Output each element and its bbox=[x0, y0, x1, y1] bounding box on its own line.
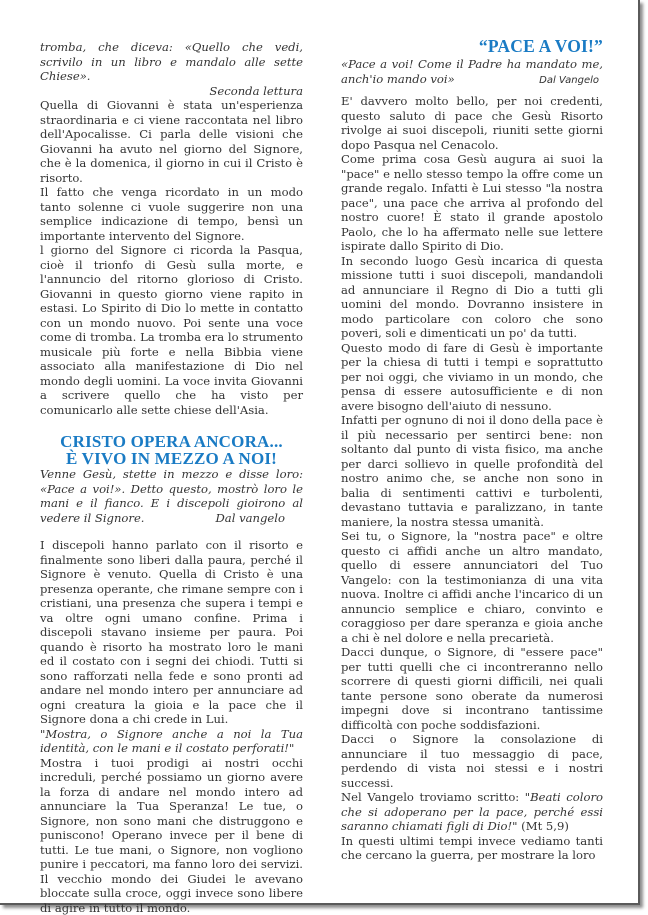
beatitude-prefix: Nel Vangelo troviamo scritto: bbox=[341, 790, 525, 804]
paragraph: Sei tu, o Signore, la "nostra pace" e oltre questo ci affidi anche un altro mandato, quello di essere annunciatori del Tuo Vangelo: con la testimonianza di una vita nuova. Inoltre ci affidi anche l'incarico di un annuncio semplice e chiaro, convinto e coraggioso per dare speranza e gioia anche a chi è nel dolore e nella precarietà. bbox=[341, 529, 603, 645]
prayer-quote: "Mostra, o Signore anche a noi la Tua identità, con le mani e il costato perforati!" bbox=[40, 727, 303, 756]
section-heading-cristo-opera bbox=[40, 433, 303, 467]
gospel-quote: Venne Gesù, stette in mezzo e disse loro: «Pace a voi!». Detto questo, mostrò loro le mani e il fianco. E i discepoli gioirono al vedere il Signore. bbox=[40, 467, 303, 525]
intro-source: Seconda lettura bbox=[40, 84, 303, 99]
gospel-quote: «Pace a voi! Come il Padre ha mandato me, anch'io mando voi» bbox=[341, 57, 603, 86]
paragraph: E' davvero molto bello, per noi credenti, questo saluto di pace che Gesù Risorto rivolge ai suoi discepoli, riuniti sette giorni dopo Pasqua nel Cenacolo. bbox=[341, 94, 603, 152]
beatitude-quote: "Beati coloro che si adoperano per la pace, perché essi saranno chiamati figli di Dio!" bbox=[341, 790, 603, 833]
paragraph: Quella di Giovanni è stata un'esperienza straordinaria e ci viene raccontata nel libro dell'Apocalisse. Ci parla delle visioni che Giovanni ha avuto nel giorno del Signore, che è la domenica, il giorno in cui il Cristo è risorto. bbox=[40, 98, 303, 185]
section-heading-pace-a-voi: “PACE A VOI!” bbox=[341, 38, 603, 55]
heading-line-2: È VIVO IN MEZZO A NOI! bbox=[40, 450, 303, 467]
beatitude-paragraph bbox=[341, 790, 603, 834]
paragraph: In secondo luogo Gesù incarica di questa missione tutti i suoi discepoli, mandandoli ad annunciare il Regno di Dio a tutti gli uomini del mondo. Dovranno insistere in modo particolare con coloro che sono poveri, soli e dimenticati un po' da tutti. bbox=[341, 254, 603, 341]
beatitude-ref: (Mt 5,9) bbox=[518, 819, 569, 833]
paragraph: Mostra i tuoi prodigi ai nostri occhi increduli, perché possiamo un giorno avere la forza di andare nel mondo intero ad annunciare la Tua Speranza! Le tue, o Signore, non sono mani che distruggono e puniscono! Operano invece per il bene di tutti. Le tue mani, o Signore, non vogliono punire i peccatori, ma fanno loro dei servizi. Il vecchio mondo dei Giudei le avevano bloccate sulla croce, oggi invece sono libere di agire in tutto il mondo. bbox=[40, 756, 303, 915]
paragraph: Dacci o Signore la consolazione di annunciare il tuo messaggio di pace, perdendo di vista noi stessi e i nostri successi. bbox=[341, 732, 603, 790]
paragraph: Il fatto che venga ricordato in un modo tanto solenne ci vuole suggerire non una semplice indicazione di tempo, bensì un importante intervento del Signore. bbox=[40, 185, 303, 243]
source-label: Dal Vangelo bbox=[539, 75, 599, 86]
left-column bbox=[40, 40, 303, 915]
paragraph: Dacci dunque, o Signore, di "essere pace" per tutti quelli che ci incontreranno nello scorrere di questi giorni difficili, nei quali tante persone sono oberate da numerosi impegni dove si incontrano tantissime difficoltà con poche soddisfazioni. bbox=[341, 645, 603, 732]
paragraph: Questo modo di fare di Gesù è importante per la chiesa di tutti i tempi e soprattutto per noi oggi, che viviamo in un mondo, che pensa di essere autosufficiente e di non avere bisogno dell'aiuto di nessuno. bbox=[341, 341, 603, 414]
paragraph: I discepoli hanno parlato con il risorto e finalmente sono liberi dalla paura, perché il Signore è venuto. Quella di Cristo è una presenza operante, che rimane sempre con i cristiani, una presenza che supera i tempi e va oltre ogni umano confine. Prima i discepoli stavano insieme per paura. Poi quando è risorto ha mostrato loro le mani ed il costato con i segni dei chiodi. Tutti si sono rafforzati nella fede e sono pronti ad andare nel mondo intero per annunciare ad ogni creatura la gioia e la pace che il Signore dona a chi crede in Lui. bbox=[40, 538, 303, 727]
heading-line-1: CRISTO OPERA ANCORA... bbox=[40, 433, 303, 450]
intro-quote: tromba, che diceva: «Quello che vedi, scrivilo in un libro e mandalo alle sette Chiese». bbox=[40, 40, 303, 84]
paragraph: l giorno del Signore ci ricorda la Pasqua, cioè il trionfo di Gesù sulla morte, e l'annuncio del ritorno glorioso di Cristo. Giovanni in questo giorno viene rapito in estasi. Lo Spirito di Dio lo mette in contatto con un mondo nuovo. Poi sente una voce come di tromba. La tromba era lo strumento musicale più forte e nella Bibbia viene associato alla manifestazione di Dio nel mondo degli uomini. La voce invita Giovanni a scrivere quello che ha visto per comunicarlo alle sette chiese dell'Asia. bbox=[40, 243, 303, 417]
paragraph: Infatti per ognuno di noi il dono della pace è il più necessario per sentirci bene: non soltanto dal punto di vista fisico, ma anche per darci sollievo in quelle profondità del nostro animo che, se anche non sono in balia di sentimenti cattivi e turbolenti, devastano tuttavia e paralizzano, in tante maniere, la nostra stessa umanità. bbox=[341, 413, 603, 529]
paragraph: Come prima cosa Gesù augura ai suoi la "pace" e nello stesso tempo la offre come un grande regalo. Infatti è Lui stesso "la nostra pace", una pace che arriva al profondo del nostro cuore! È stato il grande apostolo Paolo, che lo ha affermato nelle sue lettere ispirate dallo Spirito di Dio. bbox=[341, 152, 603, 254]
paragraph: In questi ultimi tempi invece vediamo tanti che cercano la guerra, per mostrare la loro bbox=[341, 834, 603, 863]
right-column bbox=[341, 38, 603, 863]
gospel-source: Dal vangelo bbox=[40, 511, 303, 526]
